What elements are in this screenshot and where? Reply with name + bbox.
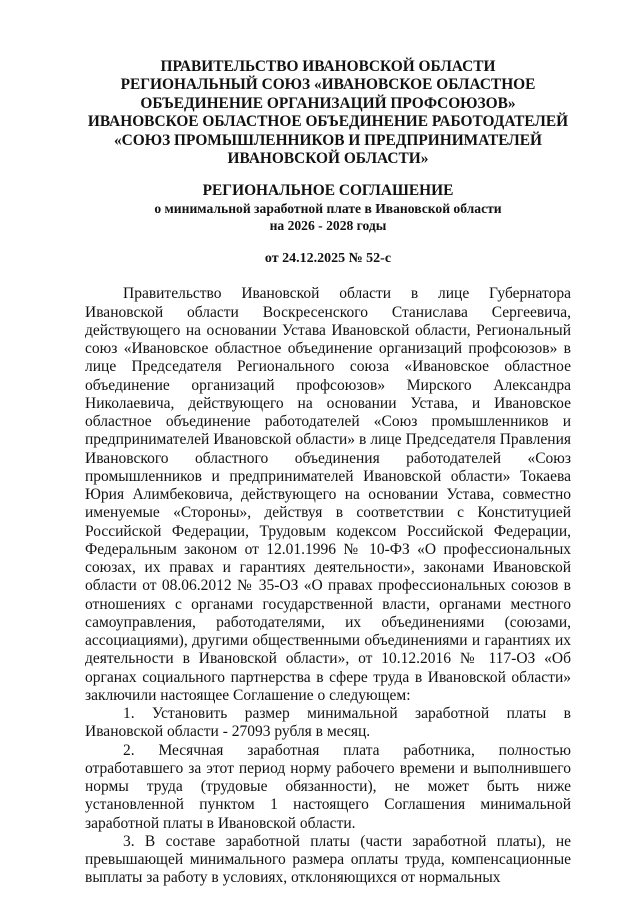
paragraph-item-2: 2. Месячная заработная плата работника, полностью отработавшего за этот период норму рабочего времени и выполнившего нормы труда (трудовые обязанности), не может быть ниже установленной пунктом 1 настоящего Соглашения минимальной заработной платы в Ивановской области. — [85, 741, 571, 832]
agreement-title-subtitle: о минимальной заработной плате в Ивановской области — [154, 201, 502, 217]
paragraph-item-3: 3. В составе заработной платы (части заработной платы), не превышающей минимального размера оплаты труда, компенсационные выплаты за работу в условиях, отклоняющихся от нормальных — [85, 832, 571, 887]
agreement-title-period: на 2026 - 2028 годы — [269, 218, 387, 234]
document-page — [85, 58, 571, 888]
paragraph-item-1: 1. Установить размер минимальной заработной платы в Ивановской области - 27093 рубля в месяц. — [85, 705, 571, 741]
document-header — [85, 58, 571, 168]
header-line-employers: ИВАНОВСКОЕ ОБЛАСТНОЕ ОБЪЕДИНЕНИЕ РАБОТОДАТЕЛЕЙ — [87, 113, 569, 131]
agreement-body — [85, 285, 571, 887]
agreement-date-number: от 24.12.2025 № 52-с — [264, 251, 392, 267]
paragraph-preamble: Правительство Ивановской области в лице Губернатора Ивановской области Воскресенского Станислава Сергеевича, действующего на основании Устава Ивановской области, Региональный союз «Ивановское областное объединение организаций профсоюзов» в лице Председателя Регионального союза «Ивановское областное объединение организаций профсоюзов» Мирского Александра Николаевича, действующего на основании Устава, и Ивановское областное объединение работодателей «Союз промышленников и предпринимателей Ивановской области» в лице Председателя Правления Ивановского областного объединения работодателей «Союз промышленников и предпринимателей Ивановской области» Токаева Юрия Алимбековича, действующего на основании Устава, совместно именуемые «Стороны», действуя в соответствии с Конституцией Российской Федерации, Трудовым кодексом Российской Федерации, Федеральным законом от 12.01.1996 № 10-ФЗ «О профессиональных союзах, их правах и гарантиях деятельности», законами Ивановской области от 08.06.2012 № 35-ОЗ «О правах профессиональных союзов в отношениях с органами государственной власти, органами местного самоуправления, работодателями, их объединениями (союзами, ассоциациями), другими общественными объединениями и гарантиях их деятельности в Ивановской области», от 10.12.2016 № 117-ОЗ «Об органах социального партнерства в сфере труда в Ивановской области» заключили настоящее Соглашение о следующем: — [85, 285, 571, 704]
header-line-government: ПРАВИТЕЛЬСТВО ИВАНОВСКОЙ ОБЛАСТИ — [160, 58, 496, 75]
header-line-union-1: РЕГИОНАЛЬНЫЙ СОЮЗ «ИВАНОВСКОЕ ОБЛАСТНОЕ — [120, 76, 536, 94]
agreement-title-main: РЕГИОНАЛЬНОЕ СОГЛАШЕНИЕ — [202, 182, 454, 200]
header-line-industrialists-2: ИВАНОВСКОЙ ОБЛАСТИ» — [227, 150, 429, 168]
header-line-industrialists-1: «СОЮЗ ПРОМЫШЛЕННИКОВ И ПРЕДПРИНИМАТЕЛЕЙ — [113, 131, 543, 149]
agreement-title — [85, 181, 571, 234]
header-line-union-2: ОБЪЕДИНЕНИЕ ОРГАНИЗАЦИЙ ПРОФСОЮЗОВ» — [140, 94, 516, 112]
